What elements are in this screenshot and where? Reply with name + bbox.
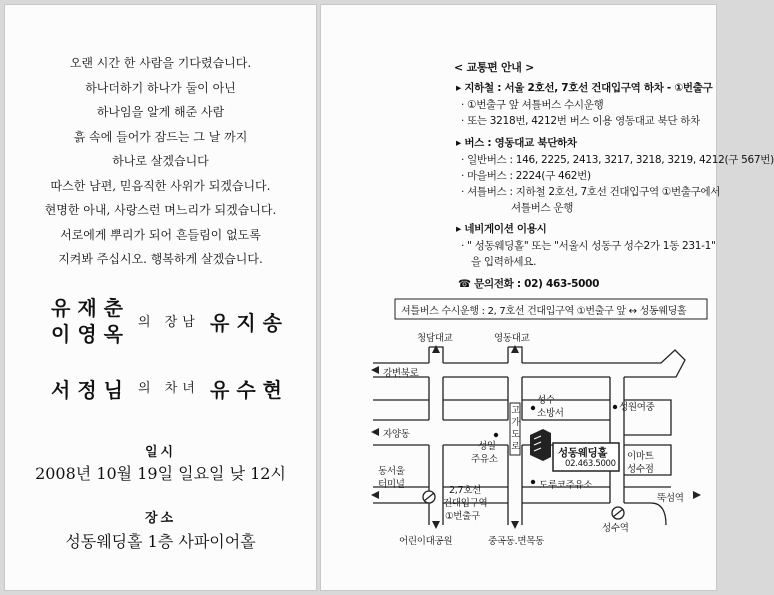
bus-heading: ▸ 버스 : 영동대교 북단하차 [456,137,577,149]
map-label-dongseoul: 동서울 [378,466,405,477]
map-label-konkuk-station: 건대입구역 [443,498,488,509]
place-label: 장소 [144,511,177,526]
subway-line: · ①번출구 앞 셔틀버스 수시운행 [461,99,604,111]
map-label-seongwon: 성원여중 [619,402,655,413]
navi-heading: ▸ 네비게이션 이용시 [456,223,547,235]
bus-line: · 일반버스 : 146, 2225, 2413, 3217, 3218, 3219, 4212(구 567번) [461,154,774,166]
map-label-konkuk-exit: ①번출구 [445,511,480,522]
map-label-emart-branch: 성수점 [627,464,654,475]
map-label-gangbyeon: 강변북로 [383,368,419,379]
poem-line: 하나임을 알게 해준 사람 [96,105,225,119]
bus-line: · 마을버스 : 2224(구 462번) [461,170,591,182]
map-label-wedding-hall: 성동웨딩홀 [558,447,608,459]
groom-relation: 의 장남 [138,315,200,330]
map-label-emart: 이마트 [627,451,654,462]
poem-line: 하나더하기 하나가 둘이 아닌 [85,80,236,95]
map-roads [373,347,685,525]
map-label-gas-station: 주유소 [471,454,498,465]
bus-line: · 셔틀버스 : 지하철 2호선, 7호선 건대입구역 ①번출구에서 [461,186,721,198]
phone-text: 문의전화 : 02) 463-5000 [474,278,600,290]
map-label-fire-station: 소방서 [537,408,564,419]
map-label-overpass: 고가도로 [511,406,520,452]
subway-heading-text: 지하철 : 서울 2호선, 7호선 건대입구역 하차 - ①번출구 [464,82,713,94]
date-value: 2008년 10월 19일 일요일 낮 12시 [35,464,286,483]
groom-name: 유지송 [210,311,289,335]
poem-line: 지켜봐 주십시오. 행복하게 살겠습니다. [58,252,263,266]
poem-line: 오랜 시간 한 사람을 기다렸습니다. [69,56,252,70]
map-label-seongsu-station: 성수역 [602,523,629,534]
bride-relation: 의 차녀 [138,381,200,396]
navi-line: · " 성동웨딩홀" 또는 "서울시 성동구 성수2가 1동 231-1" [461,240,716,252]
map-label-doruko: 도루코주유소 [539,480,593,491]
phone-icon: ☎ [458,278,471,290]
subway-heading: ▸ 지하철 : 서울 2호선, 7호선 건대입구역 하차 - ①번출구 [456,82,713,94]
map-label-cheongdam: 청담대교 [417,333,453,344]
place-value: 성동웨딩홀 1층 사파이어홀 [65,532,256,551]
map-label-yeongdong: 영동대교 [494,333,530,344]
map-label-children-park: 어린이대공원 [399,536,453,547]
bride-name: 유수현 [210,378,289,402]
bride-parent-name: 서정님 [51,378,130,402]
navi-line: 을 입력하세요. [471,256,537,268]
poem-line: 하나로 살겠습니다 [112,154,209,168]
poem-line: 현명한 아내, 사랑스런 며느리가 되겠습니다. [44,203,277,217]
shuttle-text: 셔틀버스 수시운행 : 2, 7호선 건대입구역 ①번출구 앞 ↔ 성동웨딩홀 [401,306,687,317]
invitation-panel [4,4,317,591]
subway-line: · 또는 3218번, 4212번 버스 이용 영동대교 북단 하차 [461,115,700,127]
groom-mother-name: 이영옥 [51,322,130,346]
bus-heading-text: 버스 : 영동대교 북단하차 [464,137,577,149]
invitation-poem [5,51,316,272]
poem-line: 흙 속에 들어가 잠드는 그 날 까지 [73,129,248,144]
groom-father-name: 유재춘 [51,296,130,320]
date-label: 일시 [144,445,177,460]
map-label-jayang: 자양동 [383,429,410,440]
transport-title: < 교통편 안내 > [454,61,535,74]
map-label-junggok: 중곡동.면목동 [488,536,544,547]
map-label-seongil: 성일 [478,441,496,452]
directions-panel [320,4,774,591]
wedding-hall-building-icon [530,429,551,461]
navi-heading-text: 네비게이션 이용시 [464,223,547,235]
poem-line: 따스한 남편, 믿음직한 사위가 되겠습니다. [50,178,271,193]
map-label-seongsu: 성수 [537,395,555,406]
poem-line: 서로에게 뿌리가 되어 흔들림이 없도록 [60,227,261,242]
map-label-konkuk-line: 2,7호선 [449,485,481,496]
map-label-wedding-phone: 02.463.5000 [565,459,616,469]
map-label-ttukseom: 뚝섬역 [657,493,684,504]
bus-line: 셔틀버스 운행 [511,202,574,214]
map-label-terminal: 터미널 [378,479,405,490]
